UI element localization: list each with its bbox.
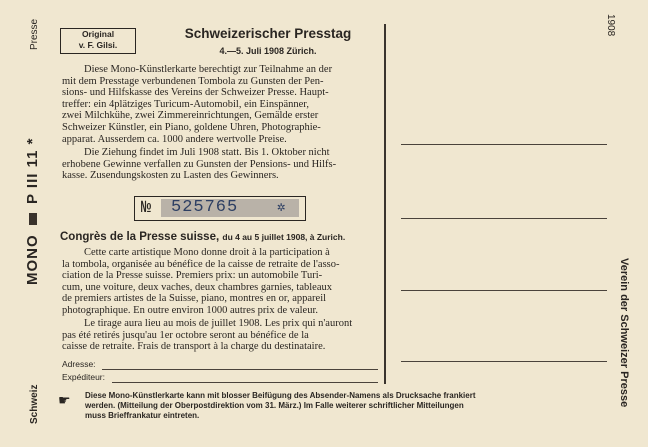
margin-presse: Presse (29, 18, 40, 50)
address-line (401, 144, 607, 145)
french-title-main: Congrès de la Presse suisse, (60, 231, 220, 243)
text-line: sions- und Hilfskasse des Vereins der Schweizer Presse. Haupt- (62, 87, 329, 99)
margin-mono-code (24, 138, 41, 285)
center-divider (384, 24, 386, 384)
text-line: Le tirage aura lieu au mois de juillet 1908. Les prix qui n'auront (84, 318, 353, 329)
expediteur-label: Expéditeur: (62, 372, 105, 382)
star-icon: ✲ (277, 200, 286, 216)
address-line (401, 290, 607, 291)
text-line: mit dem Presstage verbundenen Tombola zu Gunsten der Pen- (62, 75, 324, 87)
margin-verein: Verein der Schweizer Presse (618, 258, 630, 408)
mono-logo-icon (29, 213, 37, 225)
original-box (60, 28, 136, 54)
footnote (85, 391, 615, 421)
address-line (401, 361, 607, 362)
pointing-hand-icon: ☛ (58, 393, 71, 409)
french-title (60, 231, 345, 243)
text-line: zwei Milchkühe, zwei Zimmereinrichtungen, Gemälde erster (62, 110, 319, 122)
ticket-number-box (134, 196, 306, 221)
text-line: la tombola, organisée au bénéfice de la caisse de retraite de l'asso- (62, 258, 340, 270)
text-line: photographique. En outre environ 1000 autres prix de valeur. (62, 304, 319, 316)
text-line: Schweizer Künstler, ein Piano, goldene Uhren, Photographie- (62, 121, 321, 133)
footnote-line: muss Brieffrankatur eintreten. (85, 411, 200, 420)
text-line: kasse. Zusendungskosten zu Lasten des Gewinners. (62, 170, 279, 182)
original-artist: v. F. Gilsi. (78, 40, 118, 50)
german-paragraph-1 (62, 64, 332, 145)
ticket-number: 525765 (171, 198, 239, 217)
adresse-label: Adresse: (62, 359, 96, 369)
address-line (401, 218, 607, 219)
german-title: Schweizerischer Presstag (184, 26, 352, 41)
mono-label: MONO (24, 234, 41, 285)
text-line: caisse de retraite. Frais de transport à la charge du destinataire. (62, 341, 326, 353)
margin-year: 1908 (605, 14, 616, 37)
french-date: du 4 au 5 juillet 1908, à Zurich. (222, 232, 346, 242)
text-line: ciation de la Presse suisse. Premiers prix: un automobile Turi- (62, 270, 323, 282)
expediteur-line (112, 382, 378, 383)
text-line: Diese Mono-Künstlerkarte berechtigt zur Teilnahme an der (84, 64, 333, 75)
text-line: de premiers artistes de la Suisse, piano, montres en or, appareil (62, 293, 327, 305)
text-line: erhobene Gewinne verfallen zu Gunsten der Pensions- und Hilfs- (62, 158, 337, 170)
french-paragraph-1 (62, 247, 340, 317)
footnote-line: werden. (Mitteilung der Oberpostdirektion vom 31. März.) Im Falle weiterer schriftlicher Mitteilungen (85, 401, 464, 410)
text-line: Die Ziehung findet im Juli 1908 statt. Bis 1. Oktober nicht (84, 147, 330, 158)
original-label: Original (81, 29, 115, 39)
adresse-line (102, 369, 378, 370)
footnote-line: Diese Mono-Künstlerkarte kann mit blosser Beifügung des Absender-Namens als Drucksache frankiert (85, 391, 476, 400)
text-line: treffer: ein 4plätziges Turicum-Automobil, ein Einspänner, (62, 98, 309, 110)
french-paragraph-2 (62, 318, 352, 353)
text-line: pas été retirés jusqu'au 1er octobre seront au bénéfice de la (62, 329, 309, 341)
text-line: apparat. Ausserdem ca. 1000 andere wertvolle Preise. (62, 133, 287, 145)
margin-schweiz: Schweiz (29, 384, 40, 424)
text-line: cum, une voiture, deux vaches, deux chambres garnies, tableaux (62, 281, 332, 293)
german-paragraph-2 (62, 147, 336, 182)
mono-series: P III 11 * (24, 137, 41, 204)
number-sign: № (141, 199, 152, 218)
text-line: Cette carte artistique Mono donne droit à la participation à (84, 247, 330, 258)
german-date: 4.—5. Juli 1908 Zürich. (219, 46, 317, 56)
